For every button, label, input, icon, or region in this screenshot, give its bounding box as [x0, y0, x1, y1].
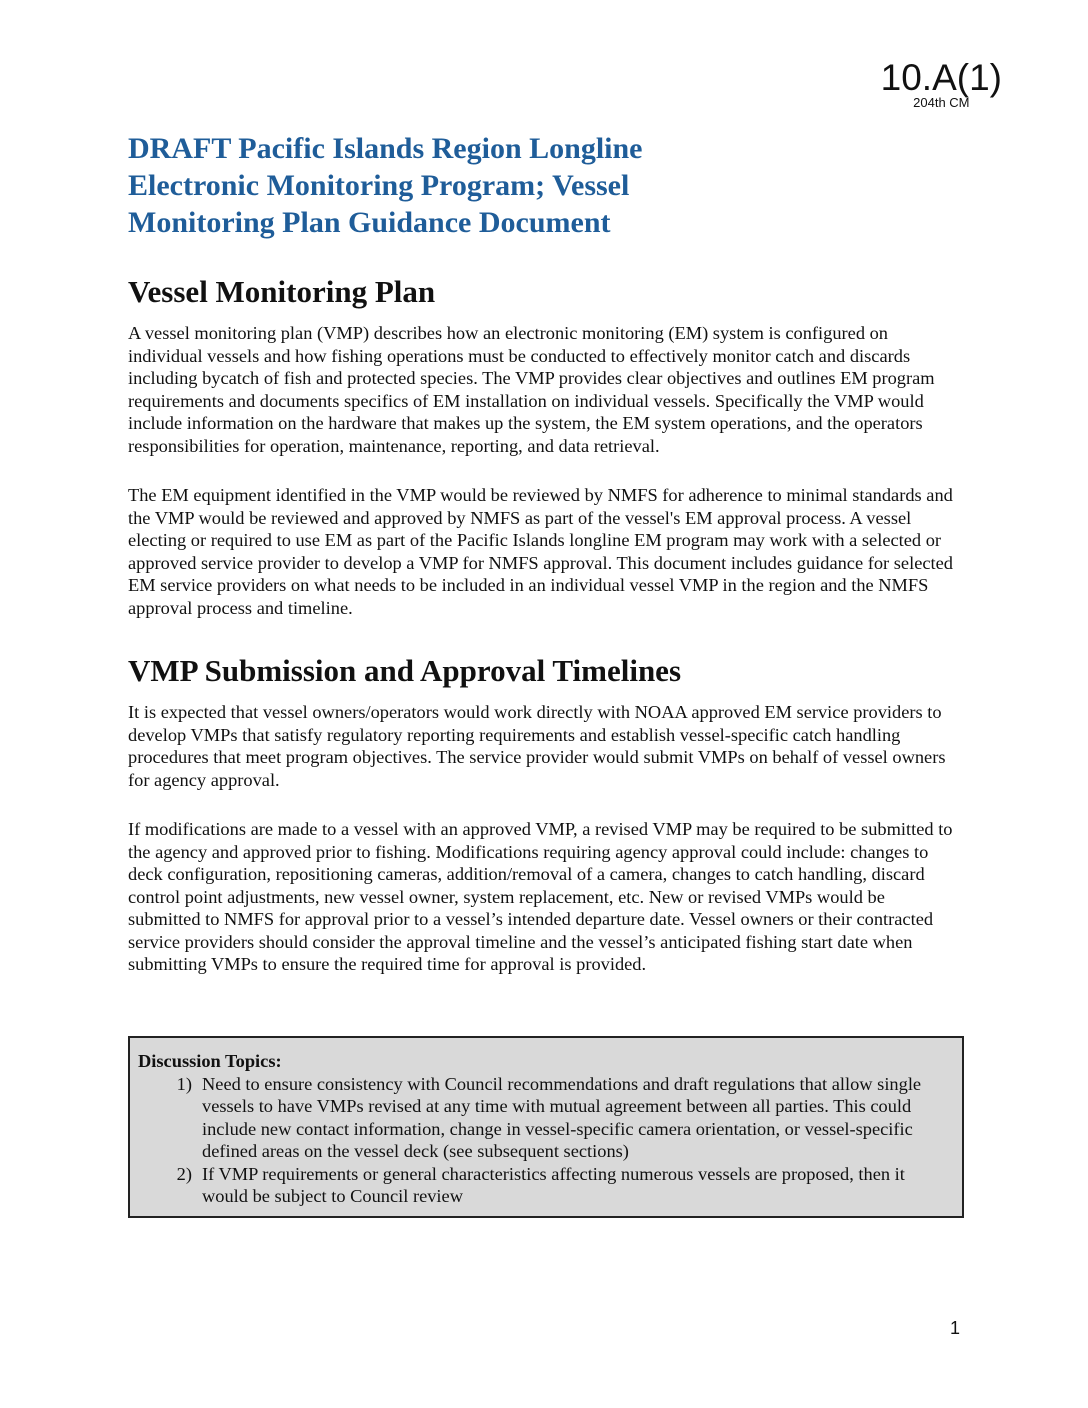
section-heading-vmp-submission: VMP Submission and Approval Timelines: [128, 653, 682, 688]
paragraph: If modifications are made to a vessel with an approved VMP, a revised VMP may be required to be submitted to the agency and approved prior to fishing. Modifications requiring agency approval could include: changes to deck configuration, repositioning cameras, addition/removal of a camera, changes to catch handling, discard control point adjustments, new vessel owner, system replacement, etc. New or revised VMPs would be submitted to NMFS for approval prior to a vessel’s intended departure date. Vessel owners or their contracted service providers should consider the approval timeline and the vessel’s anticipated fishing start date when submitting VMPs to ensure the required time for approval is provided.: [128, 819, 953, 974]
discussion-topics-box: [128, 1036, 964, 1218]
paragraph: The EM equipment identified in the VMP would be reviewed by NMFS for adherence to minimal standards and the VMP would be reviewed and approved by NMFS as part of the vessel's EM approval process. A vessel electing or required to use EM as part of the Pacific Islands longline EM program may work with a selected or approved service provider to develop a VMP for NMFS approval. This document includes guidance for selected EM service providers on what needs to be included in an individual vessel VMP in the region and the NMFS approval process and timeline.: [128, 485, 953, 618]
page-number: 1: [949, 1318, 960, 1338]
paragraph: A vessel monitoring plan (VMP) describes how an electronic monitoring (EM) system is configured on individual vessels and how fishing operations must be conducted to effectively monitor catch and discards including bycatch of fish and protected species. The VMP provides clear objectives and outlines EM program requirements and documents specifics of EM installation on individual vessels. Specifically the VMP would include information on the hardware that makes up the system, the EM system operations, and the operators responsibilities for operation, maintenance, reporting, and data retrieval.: [128, 323, 935, 456]
list-text: If VMP requirements or general characteristics affecting numerous vessels are proposed, then it would be subject to Council review: [202, 1163, 905, 1206]
list-number: 2): [176, 1163, 192, 1184]
discussion-item: [138, 1163, 954, 1208]
discussion-list: [138, 1073, 954, 1208]
document-body: [128, 130, 960, 976]
list-text: Need to ensure consistency with Council recommendations and draft regulations that allow single vessels to have VMPs revised at any time with mutual agreement between all parties. This could include new contact information, change in vessel-specific camera orientation, or vessel-specific defined areas on the vessel deck (see subsequent sections): [202, 1073, 922, 1161]
agenda-item-code: 10.A(1): [880, 57, 1002, 98]
document-title: DRAFT Pacific Islands Region Longline Electronic Monitoring Program; Vessel Monitoring Plan Guidance Document: [128, 132, 643, 239]
paragraph: It is expected that vessel owners/operators would work directly with NOAA approved EM service providers to develop VMPs that satisfy regulatory reporting requirements and establish vessel-specific catch handling procedures that meet program objectives. The service provider would submit VMPs on behalf of vessel owners for agency approval.: [128, 702, 946, 790]
section-heading-vessel-monitoring-plan: Vessel Monitoring Plan: [128, 274, 436, 309]
discussion-item: [138, 1073, 954, 1163]
agenda-item-label: [881, 58, 1002, 110]
meeting-number: 204th CM: [913, 95, 970, 110]
list-number: 1): [176, 1073, 192, 1094]
discussion-title: Discussion Topics:: [138, 1051, 282, 1071]
